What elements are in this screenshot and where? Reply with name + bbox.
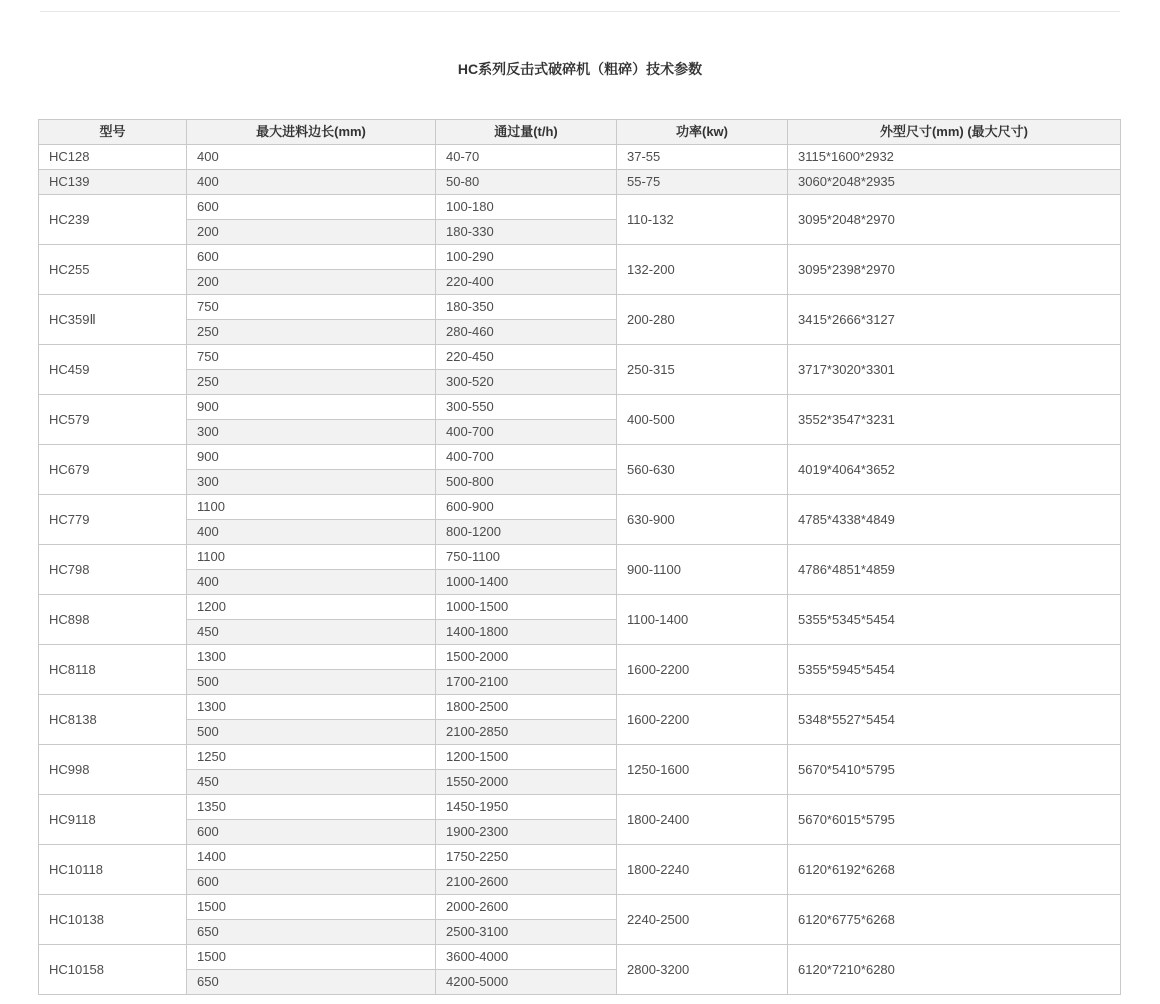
feed-size-cell: 600 [187, 870, 436, 895]
power-cell: 1250-1600 [617, 745, 788, 795]
feed-size-cell: 1100 [187, 545, 436, 570]
model-cell: HC779 [39, 495, 187, 545]
table-row [39, 945, 1121, 970]
dimensions-cell: 3095*2048*2970 [788, 195, 1121, 245]
feed-size-cell: 450 [187, 770, 436, 795]
dimensions-cell: 6120*7210*6280 [788, 945, 1121, 995]
capacity-cell: 1450-1950 [436, 795, 617, 820]
feed-size-cell: 1500 [187, 945, 436, 970]
power-cell: 400-500 [617, 395, 788, 445]
feed-size-cell: 650 [187, 920, 436, 945]
power-cell: 1100-1400 [617, 595, 788, 645]
feed-size-cell: 400 [187, 570, 436, 595]
model-cell: HC239 [39, 195, 187, 245]
feed-size-cell: 300 [187, 470, 436, 495]
feed-size-cell: 600 [187, 245, 436, 270]
table-row [39, 895, 1121, 920]
dimensions-cell: 6120*6192*6268 [788, 845, 1121, 895]
model-cell: HC10118 [39, 845, 187, 895]
power-cell: 630-900 [617, 495, 788, 545]
capacity-cell: 1500-2000 [436, 645, 617, 670]
model-cell: HC139 [39, 170, 187, 195]
header-dimensions: 外型尺寸(mm) (最大尺寸) [788, 120, 1121, 145]
power-cell: 200-280 [617, 295, 788, 345]
power-cell: 1600-2200 [617, 695, 788, 745]
power-cell: 1800-2240 [617, 845, 788, 895]
capacity-cell: 280-460 [436, 320, 617, 345]
capacity-cell: 4200-5000 [436, 970, 617, 995]
dimensions-cell: 3717*3020*3301 [788, 345, 1121, 395]
power-cell: 37-55 [617, 145, 788, 170]
table-row [39, 195, 1121, 220]
capacity-cell: 800-1200 [436, 520, 617, 545]
capacity-cell: 500-800 [436, 470, 617, 495]
model-cell: HC10158 [39, 945, 187, 995]
capacity-cell: 400-700 [436, 420, 617, 445]
feed-size-cell: 750 [187, 295, 436, 320]
feed-size-cell: 400 [187, 145, 436, 170]
feed-size-cell: 1100 [187, 495, 436, 520]
capacity-cell: 300-550 [436, 395, 617, 420]
table-row [39, 645, 1121, 670]
header-model: 型号 [39, 120, 187, 145]
capacity-cell: 1750-2250 [436, 845, 617, 870]
capacity-cell: 1700-2100 [436, 670, 617, 695]
dimensions-cell: 3552*3547*3231 [788, 395, 1121, 445]
table-body [39, 145, 1121, 995]
feed-size-cell: 650 [187, 970, 436, 995]
dimensions-cell: 6120*6775*6268 [788, 895, 1121, 945]
table-row [39, 795, 1121, 820]
model-cell: HC579 [39, 395, 187, 445]
power-cell: 2240-2500 [617, 895, 788, 945]
feed-size-cell: 1250 [187, 745, 436, 770]
table-row [39, 845, 1121, 870]
model-cell: HC8138 [39, 695, 187, 745]
capacity-cell: 50-80 [436, 170, 617, 195]
table-row [39, 295, 1121, 320]
table-row [39, 445, 1121, 470]
model-cell: HC898 [39, 595, 187, 645]
feed-size-cell: 500 [187, 720, 436, 745]
model-cell: HC459 [39, 345, 187, 395]
capacity-cell: 2500-3100 [436, 920, 617, 945]
feed-size-cell: 250 [187, 320, 436, 345]
capacity-cell: 300-520 [436, 370, 617, 395]
feed-size-cell: 450 [187, 620, 436, 645]
top-divider [40, 11, 1120, 12]
feed-size-cell: 1350 [187, 795, 436, 820]
capacity-cell: 1800-2500 [436, 695, 617, 720]
power-cell: 110-132 [617, 195, 788, 245]
dimensions-cell: 5670*6015*5795 [788, 795, 1121, 845]
spec-table-container [38, 119, 1120, 995]
power-cell: 2800-3200 [617, 945, 788, 995]
dimensions-cell: 4785*4338*4849 [788, 495, 1121, 545]
capacity-cell: 2000-2600 [436, 895, 617, 920]
capacity-cell: 40-70 [436, 145, 617, 170]
feed-size-cell: 1400 [187, 845, 436, 870]
power-cell: 900-1100 [617, 545, 788, 595]
capacity-cell: 1200-1500 [436, 745, 617, 770]
table-header [39, 120, 1121, 145]
power-cell: 560-630 [617, 445, 788, 495]
dimensions-cell: 3095*2398*2970 [788, 245, 1121, 295]
feed-size-cell: 500 [187, 670, 436, 695]
dimensions-cell: 4786*4851*4859 [788, 545, 1121, 595]
capacity-cell: 1550-2000 [436, 770, 617, 795]
capacity-cell: 100-180 [436, 195, 617, 220]
dimensions-cell: 5355*5345*5454 [788, 595, 1121, 645]
capacity-cell: 2100-2850 [436, 720, 617, 745]
feed-size-cell: 200 [187, 220, 436, 245]
feed-size-cell: 300 [187, 420, 436, 445]
capacity-cell: 1000-1400 [436, 570, 617, 595]
power-cell: 1800-2400 [617, 795, 788, 845]
model-cell: HC359Ⅱ [39, 295, 187, 345]
capacity-cell: 220-450 [436, 345, 617, 370]
table-row [39, 245, 1121, 270]
table-row [39, 395, 1121, 420]
feed-size-cell: 1200 [187, 595, 436, 620]
power-cell: 132-200 [617, 245, 788, 295]
feed-size-cell: 1300 [187, 645, 436, 670]
spec-table [38, 119, 1121, 995]
model-cell: HC998 [39, 745, 187, 795]
capacity-cell: 1400-1800 [436, 620, 617, 645]
feed-size-cell: 250 [187, 370, 436, 395]
feed-size-cell: 750 [187, 345, 436, 370]
capacity-cell: 1900-2300 [436, 820, 617, 845]
header-max-feed: 最大进料边长(mm) [187, 120, 436, 145]
dimensions-cell: 3415*2666*3127 [788, 295, 1121, 345]
table-row [39, 345, 1121, 370]
power-cell: 250-315 [617, 345, 788, 395]
table-row [39, 170, 1121, 195]
capacity-cell: 180-330 [436, 220, 617, 245]
capacity-cell: 100-290 [436, 245, 617, 270]
table-row [39, 695, 1121, 720]
header-row [39, 120, 1121, 145]
dimensions-cell: 5348*5527*5454 [788, 695, 1121, 745]
capacity-cell: 600-900 [436, 495, 617, 520]
table-row [39, 595, 1121, 620]
feed-size-cell: 1500 [187, 895, 436, 920]
table-row [39, 745, 1121, 770]
model-cell: HC9118 [39, 795, 187, 845]
power-cell: 55-75 [617, 170, 788, 195]
model-cell: HC798 [39, 545, 187, 595]
model-cell: HC679 [39, 445, 187, 495]
dimensions-cell: 5355*5945*5454 [788, 645, 1121, 695]
feed-size-cell: 1300 [187, 695, 436, 720]
capacity-cell: 180-350 [436, 295, 617, 320]
header-capacity: 通过量(t/h) [436, 120, 617, 145]
capacity-cell: 400-700 [436, 445, 617, 470]
dimensions-cell: 4019*4064*3652 [788, 445, 1121, 495]
capacity-cell: 1000-1500 [436, 595, 617, 620]
dimensions-cell: 3115*1600*2932 [788, 145, 1121, 170]
feed-size-cell: 400 [187, 170, 436, 195]
model-cell: HC128 [39, 145, 187, 170]
page-title: HC系列反击式破碎机（粗碎）技术参数 [457, 61, 703, 77]
table-row [39, 495, 1121, 520]
table-row [39, 145, 1121, 170]
model-cell: HC8118 [39, 645, 187, 695]
feed-size-cell: 400 [187, 520, 436, 545]
model-cell: HC255 [39, 245, 187, 295]
table-row [39, 545, 1121, 570]
dimensions-cell: 3060*2048*2935 [788, 170, 1121, 195]
feed-size-cell: 900 [187, 445, 436, 470]
capacity-cell: 2100-2600 [436, 870, 617, 895]
dimensions-cell: 5670*5410*5795 [788, 745, 1121, 795]
capacity-cell: 220-400 [436, 270, 617, 295]
feed-size-cell: 600 [187, 195, 436, 220]
capacity-cell: 750-1100 [436, 545, 617, 570]
feed-size-cell: 600 [187, 820, 436, 845]
capacity-cell: 3600-4000 [436, 945, 617, 970]
feed-size-cell: 900 [187, 395, 436, 420]
model-cell: HC10138 [39, 895, 187, 945]
power-cell: 1600-2200 [617, 645, 788, 695]
feed-size-cell: 200 [187, 270, 436, 295]
header-power: 功率(kw) [617, 120, 788, 145]
